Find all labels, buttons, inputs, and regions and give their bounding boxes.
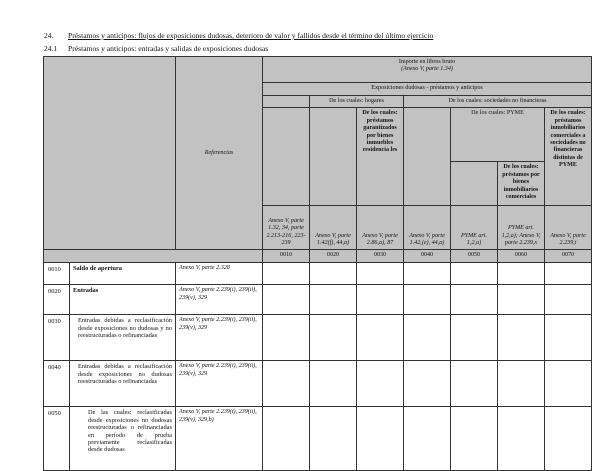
blank-code-row: [44, 250, 263, 263]
row-label: De las cuales: reclasificadas desde exposiciones no dudosas reestructuradas o refinanciadas en período de prueba previamente reclasificadas desde dudosas: [70, 407, 176, 471]
row-label: Entradas: [70, 285, 176, 315]
subsection-number: 24.1: [44, 44, 58, 53]
data-cell[interactable]: [357, 315, 404, 361]
referencias-label: Referencias: [204, 149, 234, 156]
data-cell[interactable]: [357, 263, 404, 285]
data-cell[interactable]: [451, 315, 498, 361]
col-ref-0050: PYME art. 1,2,a): [451, 206, 498, 250]
col-ref-0030: Anexo V, parte 2.86,a), 87: [357, 206, 404, 250]
data-cell[interactable]: [498, 361, 545, 407]
data-cell[interactable]: [263, 285, 310, 315]
data-cell[interactable]: [404, 285, 451, 315]
data-cell[interactable]: [451, 285, 498, 315]
data-cell[interactable]: [545, 407, 592, 471]
data-cell[interactable]: [263, 361, 310, 407]
data-cell[interactable]: [310, 263, 357, 285]
importe-label: Importe en libros bruto: [398, 59, 456, 65]
template-table: [43, 56, 592, 471]
row-code: 0020: [44, 285, 70, 315]
data-cell[interactable]: [545, 315, 592, 361]
table-row: [44, 263, 592, 285]
garantizados-header: De los cuales: préstamos garantizados por bienes inmuebles residencia les: [357, 108, 404, 206]
blank-header-3: [310, 108, 357, 206]
data-cell[interactable]: [404, 263, 451, 285]
row-ref: Anexo V, parte 2.239(i), 239(ii), 239(v), 329: [176, 361, 263, 407]
row-ref: Anexo V, parte 2.239(i), 239(ii), 239(v), 329: [176, 315, 263, 361]
data-cell[interactable]: [498, 315, 545, 361]
col-code: 0040: [404, 250, 451, 263]
row-ref: Anexo V, parte 2.239(i), 239(ii), 239(v), 329: [176, 285, 263, 315]
importe-sub-label: (Anexo V, parte 1.34): [401, 66, 453, 73]
no-financieras-header: De los cuales: préstamos inmobiliarios comerciales a sociedades no financieras distintas de PYME: [545, 108, 592, 206]
data-cell[interactable]: [357, 361, 404, 407]
blank-header-5: [451, 162, 498, 206]
data-cell[interactable]: [263, 315, 310, 361]
col-code: 0030: [357, 250, 404, 263]
data-cell[interactable]: [310, 285, 357, 315]
col-code: 0020: [310, 250, 357, 263]
col-ref-0040: Anexo V, parte 1.42,(e), 44,a): [404, 206, 451, 250]
row-code: 0040: [44, 361, 70, 407]
row-label: Saldo de apertura: [70, 263, 176, 285]
section-number: 24.: [44, 31, 54, 40]
row-code: 0010: [44, 263, 70, 285]
col-code: 0050: [451, 250, 498, 263]
data-cell[interactable]: [263, 263, 310, 285]
col-ref-0070: Anexo V, parte 2.239,i: [545, 206, 592, 250]
blank-header-2: [263, 108, 310, 206]
table-row: [44, 315, 592, 361]
row-ref: Anexo V, parte 2.239(i), 239(ii), 239(v), 329,b): [176, 407, 263, 471]
sociedades-header: De los cuales: sociedades no financieras: [404, 96, 592, 108]
table-row: [44, 407, 592, 471]
row-ref: Anexo V, parte 2.328: [176, 263, 263, 285]
data-cell[interactable]: [451, 361, 498, 407]
col-code: 0070: [545, 250, 592, 263]
data-cell[interactable]: [498, 285, 545, 315]
referencias-header: [176, 57, 263, 250]
row-label: Entradas debidas a reclasificación desde exposiciones no dudosas reestructuradas o refinanciadas: [70, 361, 176, 407]
data-cell[interactable]: [451, 407, 498, 471]
dudosas-header: Exposiciones dudosas - préstamos y anticipos: [263, 83, 592, 96]
table-row: [44, 361, 592, 407]
bienes-inmuebles-header: De los cuales: préstamos por bienes inmobiliarios comerciales: [498, 162, 545, 206]
col-code: 0010: [263, 250, 310, 263]
row-code: 0050: [44, 407, 70, 471]
data-cell[interactable]: [263, 407, 310, 471]
col-ref-0020: Anexo V, parte 1.42(f), 44,a): [310, 206, 357, 250]
section-heading: [44, 31, 433, 41]
data-cell[interactable]: [404, 361, 451, 407]
data-cell[interactable]: [498, 407, 545, 471]
data-cell[interactable]: [545, 361, 592, 407]
col-ref-0060: PYME art. 1,2,a); Anexo V, parte 2.239,x: [498, 206, 545, 250]
subsection-heading: [44, 44, 268, 54]
data-cell[interactable]: [310, 361, 357, 407]
data-cell[interactable]: [404, 407, 451, 471]
data-cell[interactable]: [310, 407, 357, 471]
row-label: Entradas debidas a reclasificación desde exposiciones no dudosas y no reestructuradas o refinanciadas: [70, 315, 176, 361]
data-cell[interactable]: [310, 315, 357, 361]
blank-header-4: [404, 108, 451, 206]
data-cell[interactable]: [545, 285, 592, 315]
data-cell[interactable]: [357, 407, 404, 471]
importe-header: [263, 57, 592, 83]
corner-cell: [44, 57, 176, 250]
subsection-title: Préstamos y anticipos: entradas y salidas de exposiciones dudosas: [68, 44, 269, 53]
data-cell[interactable]: [498, 263, 545, 285]
table-row: [44, 285, 592, 315]
row-code: 0030: [44, 315, 70, 361]
blank-header: [263, 96, 310, 108]
col-ref-0010: Anexo V, parte 1.32, 34, parte 2.213-216, 223-239: [263, 206, 310, 250]
hogares-header: De los cuales: hogares: [310, 96, 404, 108]
data-cell[interactable]: [451, 263, 498, 285]
section-title: Préstamos y anticipos: flujos de exposiciones dudosas, deterioro de valor y fallidos desde el término del último ejercicio: [68, 31, 434, 40]
data-cell[interactable]: [404, 315, 451, 361]
col-code: 0060: [498, 250, 545, 263]
data-cell[interactable]: [357, 285, 404, 315]
pyme-header: De los cuales: PYME: [451, 108, 545, 162]
data-cell[interactable]: [545, 263, 592, 285]
